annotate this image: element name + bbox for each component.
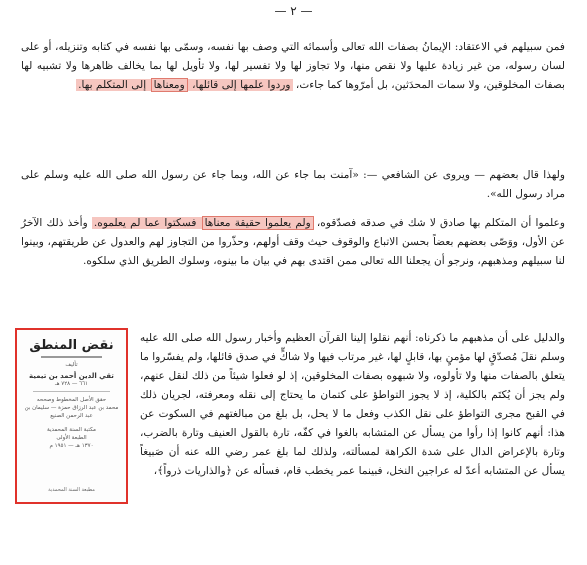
text-segment: وأخذ ذلك الآخرُ عن الأول، ووَصّى بعضهم بعضاً بحسن الاتباع والوقوف حيث وقف أولهم، وحذّروا من التجاوز لهم والعدول عن طريقتهم، وبينوا لنا سبيلهم ومذهبهم، ونرجو أن يجعلنا الله تعالى ممن اقتدى بهم في بيان ما بينوه، وسلوك الطريق الذي سلكوه.	[21, 217, 565, 267]
cover-rule	[33, 391, 110, 392]
cover-divider	[41, 356, 102, 358]
page-number: — ٢ —	[274, 4, 313, 18]
paragraph-evidence	[140, 329, 565, 481]
cover-note-1: حقق الأصل المخطوط وصححه	[36, 397, 107, 403]
cover-title: نقض المنطق	[29, 338, 114, 353]
paragraph-salaf-method	[21, 214, 565, 271]
text-segment: فمن سبيلهم في الاعتقاد: الإيمانُ بصفات الله تعالى وأسمائه التي وصف بها نفسه، وسمّى بها نفسه في كتابه وتنزيله، أو على لسان رسوله، من غير زيادة عليها ولا نقص منها، ولا تجاوز لها ولا تفسير لها، ولا تأويل لها بما يخالف ظاهرها ولا تشبيه لها بصفات المخلوقين، ولا سمات المحدَثين، بل أمرّوها كما جاءت،	[21, 41, 565, 91]
text-segment: والدليل على أن مذهبهم ما ذكرناه: أنهم نقلوا إلينا القرآن العظيم وأخبار رسول الله صلى الله عليه وسلم نقلَ مُصدّقٍ لها مؤمنٍ بها، قابلٍ لها، غير مرتاب فيها ولا شاكٍّ في صدق قائلها، ولم يفسّروا ما يتعلق بالصفات منها ولا تأولوه، ولا شبهوه بصفات المخلوقين، إذ لو فعلوا شيئاً من ذلك لنقل عنهم، ولم يجز أن يُكتَم بالكلية، إذ لا يجوز التواطؤ على كتمان ما يحتاج إلى نقله ومعرفته، لجريان ذلك في القبح مجرى التواطؤ على نقل الكذب وفعل ما لا يحل، بل بلغ من مبالغتهم في السكوت عن هذا: أنهم كانوا إذا رأوا من يسأل عن المتشابه بالغوا في كفّه، تارة بالقول العنيف وتارة بالضرب، وتارة بالإعراض الدال على شدة الكراهة لمسألته، ولذلك لما بلغ عمر رضي الله عنه أن صَبيغاً يسأل عن المتشابه أعدّ له عراجين النخل، فبينما عمر يخطب قام، فسأله عن ﴿والذاريات ذرواً﴾،	[140, 332, 565, 477]
cover-year: ١٣٧٠ هـ — ١٩٥١ م	[49, 443, 94, 449]
cover-footer: مطبعة السنة المحمدية	[48, 487, 95, 493]
paragraph-text	[21, 38, 565, 95]
cover-note-2: محمد بن عبد الرزاق حمزة — سليمان بن عبد الرحمن الصنيع	[24, 405, 119, 419]
highlighted-phrase: وردوا علمها إلى قائلها،	[188, 79, 291, 91]
cover-byline: تأليف	[65, 362, 78, 368]
paragraph-text	[140, 329, 565, 481]
text-segment: ولهذا قال بعضهم — ويروى عن الشافعي —: «آمنت بما جاء عن الله، وبما جاء عن رسول الله صلى الله عليه وسلم على مراد رسول الله».	[21, 169, 565, 200]
paragraph-creed	[21, 38, 565, 95]
boxed-highlight-phrase: ولم يعلموا حقيقة معناها	[204, 217, 311, 229]
boxed-highlight-phrase: ومعناها	[153, 79, 185, 91]
book-cover-image	[15, 328, 128, 504]
cover-publisher: مكتبة السنة المحمدية	[47, 427, 96, 433]
paragraph-text	[21, 214, 565, 271]
cover-edition: الطبعة الأولى	[56, 435, 87, 441]
highlighted-phrase: إلى المتكلم بها.	[78, 79, 150, 91]
cover-years: ٦٦١ — ٧٢٨ هـ	[54, 381, 88, 387]
paragraph-text	[21, 166, 565, 204]
text-segment: وعلموا أن المتكلم بها صادق لا شك في صدقه فصدّقوه،	[312, 217, 565, 229]
highlighted-phrase: فسكتوا عما لم يعلموه.	[93, 217, 201, 229]
cover-author: تقي الدين أحمد بن تيمية	[29, 372, 114, 380]
paragraph-shafii-quote	[21, 166, 565, 204]
